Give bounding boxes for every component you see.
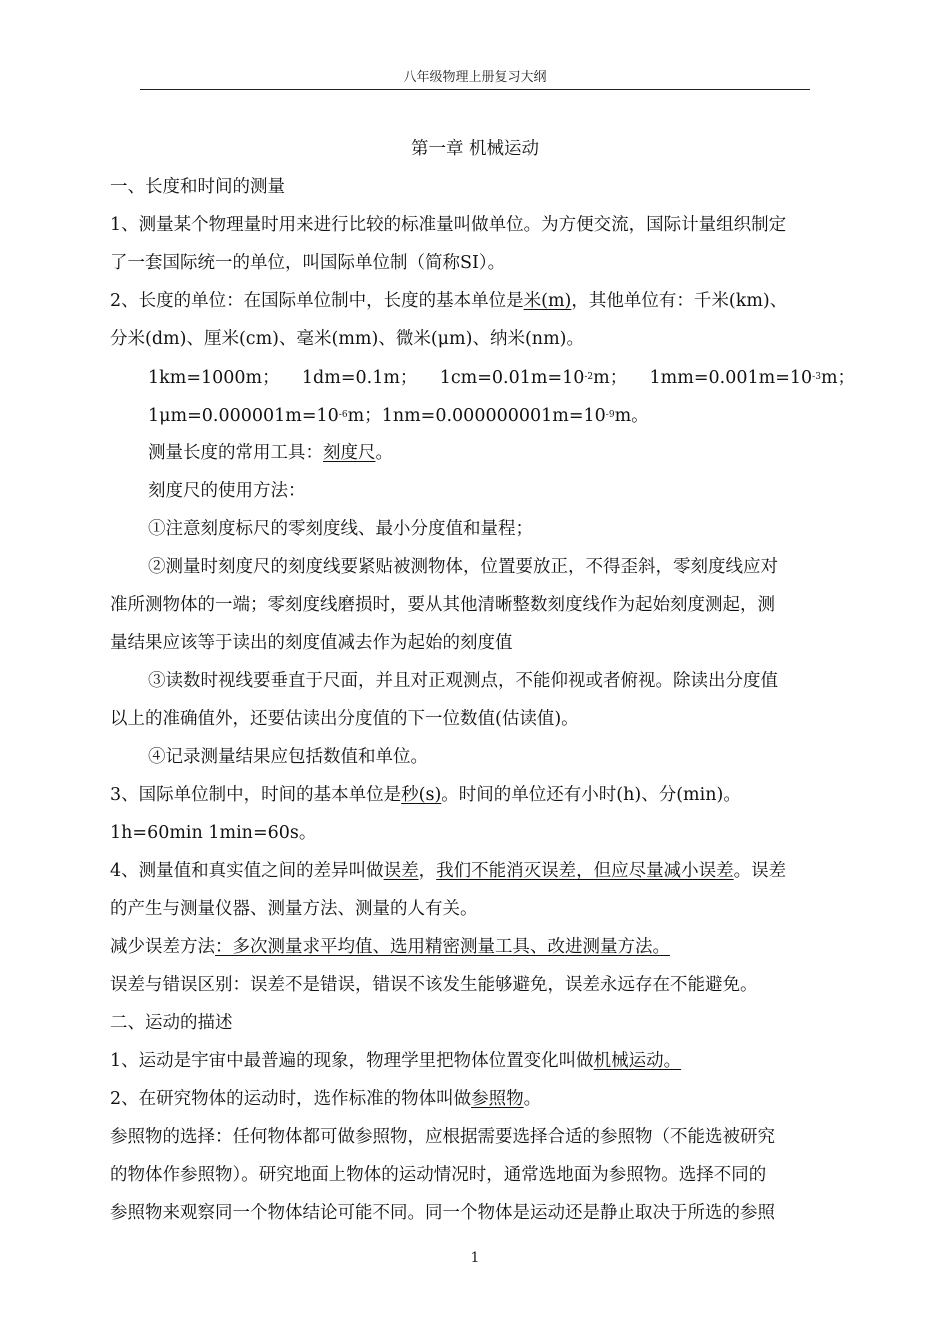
conversion: m。 [614,406,649,426]
text-span: 。时间的单位还有小时(h)、分(min)。 [441,785,741,805]
list-item-continuation: 以上的准确值外，还要估读出分度值的下一位数值(估读值)。 [110,709,579,729]
conversion: 1km=1000m； [148,368,280,388]
paragraph-line: 1h=60min 1min=60s。 [110,823,317,843]
paragraph-line [110,928,840,966]
underlined-term: 刻度尺 [323,443,376,463]
paragraph-line: 1、测量某个物理量时用来进行比较的标准量叫做单位。为方便交流，国际计量组织制定 [110,215,787,235]
paragraph-line [110,282,840,320]
text-span: 。 [523,1089,542,1109]
conversion-line [110,358,856,396]
text-span: 。 [375,443,393,463]
underlined-term: 误差 [383,861,419,881]
conversion: m； [347,406,382,426]
paragraph-line: 的产生与测量仪器、测量方法、测量的人有关。 [110,899,478,919]
list-item-continuation: 准所测物体的一端；零刻度线磨损时，要从其他清晰整数刻度线作为起始刻度测起，测 [110,595,775,615]
exponent: -2 [584,372,594,382]
paragraph-line: 刻度尺的使用方法： [148,481,306,501]
text-span: 4、测量值和真实值之间的差异叫做 [110,861,384,881]
underlined-term: 参照物 [471,1089,524,1109]
exponent: -3 [812,372,821,382]
text-span: 。误差 [733,861,787,881]
page-number: 1 [470,1250,480,1266]
paragraph-line: 参照物来观察同一个物体结论可能不同。同一个物体是运动还是静止取决于所选的参照 [110,1203,775,1223]
section-heading: 一、长度和时间的测量 [110,177,285,197]
text-span: ，其他单位有：千米(km)、 [571,291,788,311]
list-item: ④记录测量结果应包括数值和单位。 [148,747,428,767]
exponent: -9 [605,410,615,420]
conversion: 1nm=0.000000001m=10 [381,406,606,426]
text-span: 1、运动是宇宙中最普遍的现象，物理学里把物体位置变化叫做 [110,1051,594,1071]
conversion: 1dm=0.1m； [301,368,418,388]
text-span: 测量长度的常用工具： [148,443,323,463]
text-span: 减少误差方法 [110,937,215,957]
paragraph-line [110,776,840,814]
paragraph-line: 的物体作参照物）。研究地面上物体的运动情况时，通常选地面为参照物。选择不同的 [110,1165,767,1185]
text-span: 3、国际单位制中，时间的基本单位是 [110,785,402,805]
page-content [110,130,856,1232]
paragraph-line: 分米(dm)、厘米(cm)、毫米(mm)、微米(μm)、纳米(nm)。 [110,329,584,349]
text-span: 2、长度的单位：在国际单位制中，长度的基本单位是 [110,291,524,311]
paragraph-line [110,1042,840,1080]
underlined-term: 我们不能消灭误差，但应尽量减小误差 [436,861,734,881]
underlined-term: 机械运动。 [593,1051,682,1071]
paragraph-line: 参照物的选择：任何物体都可做参照物，应根据需要选择合适的参照物（不能选被研究 [110,1127,775,1147]
section-heading: 二、运动的描述 [110,1013,233,1033]
paragraph-line [110,434,840,472]
list-item: ①注意刻度标尺的零刻度线、最小分度值和量程； [148,519,533,539]
paragraph-line: 了一套国际统一的单位，叫国际单位制（简称SI）。 [110,253,506,273]
conversion: 1μm=0.000001m=10 [148,406,339,426]
conversion: m； [593,368,628,388]
exponent: -6 [338,410,348,420]
chapter-title: 第一章 机械运动 [410,139,540,159]
list-item-continuation: 量结果应该等于读出的刻度值减去作为起始的刻度值 [110,633,513,653]
conversion-line [110,396,840,434]
paragraph-line [110,1080,840,1118]
paragraph-line [110,852,840,890]
conversion: m； [820,368,856,388]
underlined-term: 米(m) [523,291,572,311]
list-item: ③读数时视线要垂直于尺面，并且对正观测点，不能仰视或者俯视。除读出分度值 [148,671,778,691]
underlined-term: ：多次测量求平均值、选用精密测量工具、改进测量方法。 [215,937,670,957]
page-header: 八年级物理上册复习大纲 [403,70,547,85]
header-rule [140,89,810,90]
paragraph-line: 误差与错误区别：误差不是错误，错误不该发生能够避免，误差永远存在不能避免。 [110,975,758,995]
conversion: 1mm=0.001m=10 [649,368,813,388]
conversion: 1cm=0.01m=10 [439,368,585,388]
list-item: ②测量时刻度尺的刻度线要紧贴被测物体，位置要放正，不得歪斜，零刻度线应对 [148,557,778,577]
text-span: 2、在研究物体的运动时，选作标准的物体叫做 [110,1089,472,1109]
underlined-term: 秒(s) [401,785,442,805]
text-span: ， [418,861,437,881]
